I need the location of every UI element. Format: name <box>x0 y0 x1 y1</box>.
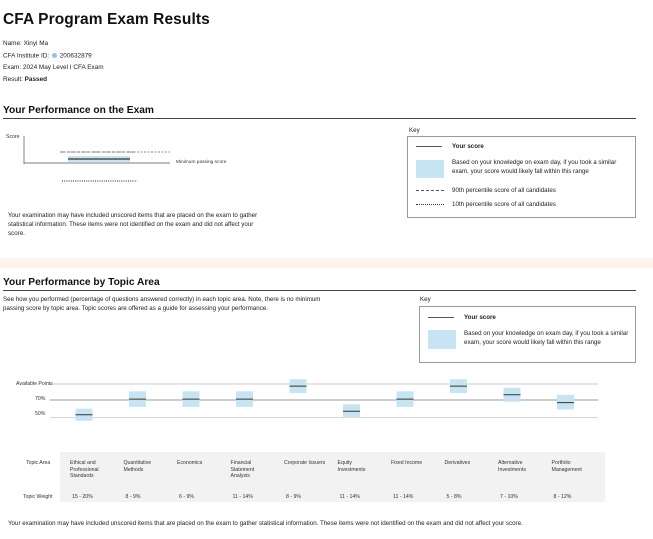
key-p90-label: 90th percentile score of all candidates <box>452 187 556 194</box>
topic-name-line: Ethical and <box>70 460 96 466</box>
topic-name-line: Quantitative <box>123 460 152 466</box>
topic-weight: 6 - 9% <box>179 494 194 500</box>
section-separator <box>0 258 653 268</box>
page-title: CFA Program Exam Results <box>3 11 210 28</box>
topic-chart <box>0 370 653 430</box>
exam-result <box>3 77 47 83</box>
minimum-passing-label: Minimum passing score <box>176 160 227 165</box>
topic-name-line: Portfolio <box>551 460 571 466</box>
exam-label: Exam: <box>3 64 22 71</box>
topics-intro: See how you performed (percentage of questions answered correctly) in each topic area. Note, there is no minimum passing score by topic area. Topic scores are offered as a guide for assessing your performance. <box>3 296 321 312</box>
topic-name-line: Investments <box>337 466 366 473</box>
topic-weight: 5 - 8% <box>446 494 462 500</box>
id-value: 200632879 <box>59 52 92 60</box>
topic-name-line: Fixed Income <box>391 460 423 466</box>
topic-weight: 11 - 14% <box>232 494 253 500</box>
topic-name <box>231 460 279 480</box>
key-p10-label: 10th percentile score of all candidates <box>452 201 556 208</box>
topic-name <box>552 460 600 473</box>
topic-weight: 7 - 10% <box>500 494 518 500</box>
topics-key-your-score-label: Your score <box>464 314 496 321</box>
topic-name <box>124 460 172 473</box>
key-your-score-label: Your score <box>452 143 484 150</box>
topic-name <box>338 460 386 473</box>
topic-weight: 11 - 14% <box>393 494 414 500</box>
y-label-70: 70% <box>35 396 46 402</box>
topic-name <box>177 460 225 467</box>
topic-name-line: Economics <box>177 460 203 466</box>
topic-weight: 15 - 20% <box>72 494 93 500</box>
result-label: Result: <box>3 76 23 83</box>
topic-weight-row-label: Topic Weight <box>23 494 53 500</box>
topic-name-line: Professional <box>70 466 99 473</box>
topic-weight: 8 - 9% <box>286 494 301 500</box>
topic-name-line: Methods <box>123 466 144 473</box>
topic-name <box>391 460 439 467</box>
result-value: Passed <box>24 76 48 83</box>
topic-name-line: Analysis <box>230 473 250 479</box>
exam-info <box>3 65 104 71</box>
topics-footer-note: Your examination may have included unscored items that are placed on the exam to gather statistical information. These items were not identified on the exam and did not affect your score. <box>8 520 523 527</box>
y-label-available-points: Available Points <box>16 381 53 387</box>
topics-key-title: Key <box>420 296 431 303</box>
topic-name-line: Management <box>551 466 582 473</box>
y-label-50: 50% <box>35 411 46 417</box>
key-your-score-swatch <box>416 146 442 147</box>
topic-name-line: Investments <box>498 466 526 473</box>
topic-name <box>284 460 332 467</box>
candidate-name <box>3 41 48 47</box>
key-p10-swatch <box>416 204 444 205</box>
topics-divider <box>3 290 636 291</box>
score-axis-label: Score <box>6 134 20 140</box>
topics-key-range-label: Based on your knowledge on exam day, if you took a similar exam, your score would likely fall within this range <box>464 330 629 347</box>
topic-weight: 11 - 14% <box>339 494 360 500</box>
exam-value: 2024 May Level I CFA Exam <box>22 64 104 71</box>
topic-area-row-label: Topic Area <box>26 460 51 466</box>
name-label: Name: <box>3 40 22 47</box>
topics-section-title: Your Performance by Topic Area <box>3 277 160 288</box>
performance-key-title: Key <box>409 127 420 134</box>
topic-name-line: Equity <box>337 460 352 466</box>
topic-name-line: Alternative <box>498 460 523 466</box>
topics-key <box>419 306 636 363</box>
key-range-label: Based on your knowledge on exam day, if you took a similar exam, your score would likely fall within this range <box>452 159 617 176</box>
id-label: CFA Institute ID: <box>3 52 50 60</box>
performance-section-title: Your Performance on the Exam <box>3 105 154 116</box>
topic-name-line: Financial <box>230 460 252 466</box>
verified-icon <box>52 53 57 58</box>
topic-name <box>70 460 118 480</box>
topic-name-line: Statement <box>230 466 255 473</box>
performance-divider <box>3 118 636 119</box>
topics-key-your-score-swatch <box>428 317 454 318</box>
topic-name-line: Derivatives <box>444 460 471 466</box>
candidate-id <box>3 53 92 60</box>
name-value: Xinyi Ma <box>23 40 49 47</box>
topic-name <box>498 460 546 473</box>
topic-name-line: Corporate Issuers <box>284 460 326 466</box>
performance-key <box>407 136 636 218</box>
performance-note: Your examination may have included unscored items that are placed on the exam to gather statistical information. These items were not identified on the exam and did not affect your score. <box>8 212 258 237</box>
topics-key-range-swatch <box>428 330 456 349</box>
key-range-swatch <box>416 160 444 178</box>
topic-name-line: Standards <box>70 473 94 479</box>
topic-weight: 8 - 12% <box>553 494 572 500</box>
topic-weight-row-bg <box>60 492 605 502</box>
topic-weight: 8 - 9% <box>125 494 141 500</box>
key-p90-swatch <box>416 190 444 191</box>
topic-name <box>445 460 493 467</box>
